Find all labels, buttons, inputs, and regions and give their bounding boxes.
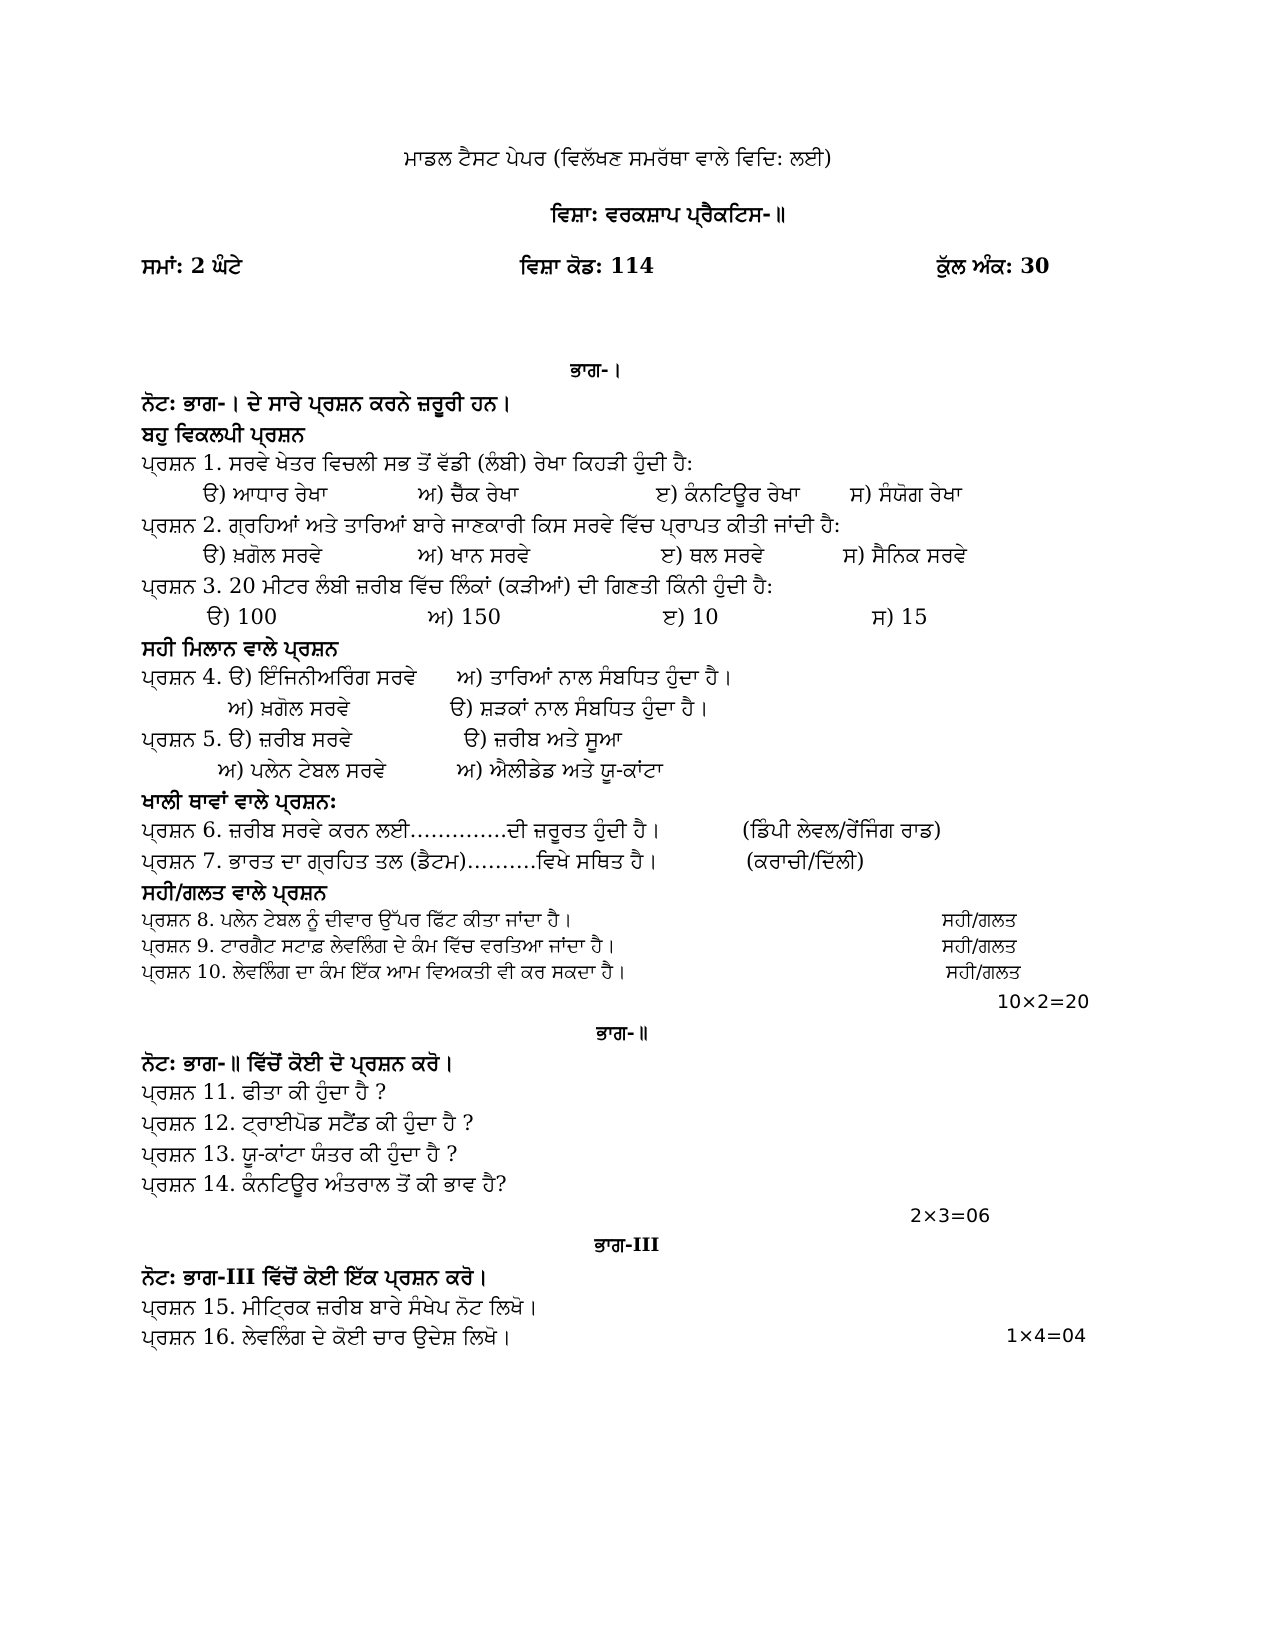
part1-marks: 10×2=20 xyxy=(997,991,1090,1013)
question-13: ਪ੍ਰਸ਼ਨ 13. ਯੂ-ਕਾਂਟਾ ਯੰਤਰ ਕੀ ਹੁੰਦਾ ਹੈ ? xyxy=(142,1142,458,1166)
question-5-a-match: ੳ) ਜ਼ਰੀਬ ਅਤੇ ਸੂਆ xyxy=(464,727,622,751)
part3-marks: 1×4=04 xyxy=(1006,1325,1087,1347)
part2-heading: ਭਾਗ-॥ xyxy=(596,1022,648,1044)
question-1: ਪ੍ਰਸ਼ਨ 1. ਸਰਵੇ ਖੇਤਰ ਵਿਚਲੀ ਸਭ ਤੋਂ ਵੱਡੀ (ਲੰਬੀ) ਰੇਖਾ ਕਿਹੜੀ ਹੁੰਦੀ ਹੈ: xyxy=(142,451,694,475)
question-7: ਪ੍ਰਸ਼ਨ 7. ਭਾਰਤ ਦਾ ਗ੍ਰਹਿਤ ਤਲ (ਡੈਟਮ)……….ਵਿਖੇ ਸਥਿਤ ਹੈ। xyxy=(142,849,658,873)
q2-option-b: ਅ) ਖਾਨ ਸਰਵੇ xyxy=(418,543,531,567)
question-9-answer-choice: ਸਹੀ/ਗਲਤ xyxy=(942,935,1017,957)
time-allowed: ਸਮਾਂ: 2 ਘੰਟੇ xyxy=(142,253,242,278)
question-10: ਪ੍ਰਸ਼ਨ 10. ਲੇਵਲਿੰਗ ਦਾ ਕੰਮ ਇੱਕ ਆਮ ਵਿਅਕਤੀ ਵੀ ਕਰ ਸਕਦਾ ਹੈ। xyxy=(142,961,626,983)
question-8: ਪ੍ਰਸ਼ਨ 8. ਪਲੇਨ ਟੇਬਲ ਨੂੰ ਦੀਵਾਰ ਉੱਪਰ ਫਿੱਟ ਕੀਤਾ ਜਾਂਦਾ ਹੈ। xyxy=(142,909,573,931)
question-6-hint: (ਡਿੰਪੀ ਲੇਵਲ/ਰੇਂਜਿੰਗ ਰਾਡ) xyxy=(742,818,942,842)
part1-note: ਨੋਟ: ਭਾਗ-। ਦੇ ਸਾਰੇ ਪ੍ਰਸ਼ਨ ਕਰਨੇ ਜ਼ਰੂਰੀ ਹਨ। xyxy=(142,390,512,415)
q2-option-d: ਸ) ਸੈਨਿਕ ਸਰਵੇ xyxy=(843,543,967,567)
part2-marks: 2×3=06 xyxy=(910,1205,991,1227)
question-3: ਪ੍ਰਸ਼ਨ 3. 20 ਮੀਟਰ ਲੰਬੀ ਜ਼ਰੀਬ ਵਿੱਚ ਲਿੰਕਾਂ (ਕੜੀਆਂ) ਦੀ ਗਿਣਤੀ ਕਿੰਨੀ ਹੁੰਦੀ ਹੈ: xyxy=(142,574,774,598)
q1-option-c: ੲ) ਕੰਨਟਿਊਰ ਰੇਖਾ xyxy=(656,482,800,506)
question-9: ਪ੍ਰਸ਼ਨ 9. ਟਾਰਗੈਟ ਸਟਾਫ਼ ਲੇਵਲਿੰਗ ਦੇ ਕੰਮ ਵਿੱਚ ਵਰਤਿਆ ਜਾਂਦਾ ਹੈ। xyxy=(142,935,616,957)
blank-heading: ਖਾਲੀ ਥਾਵਾਂ ਵਾਲੇ ਪ੍ਰਸ਼ਨ: xyxy=(142,788,337,813)
q1-option-a: ੳ) ਆਧਾਰ ਰੇਖਾ xyxy=(203,482,328,506)
mcq-heading: ਬਹੁ ਵਿਕਲਪੀ ਪ੍ਰਸ਼ਨ xyxy=(142,421,305,446)
question-5-b-match: ਅ) ਐਲੀਡੇਡ ਅਤੇ ਯੂ-ਕਾਂਟਾ xyxy=(457,758,663,782)
question-5-a: ਪ੍ਰਸ਼ਨ 5. ੳ) ਜ਼ਰੀਬ ਸਰਵੇ xyxy=(142,727,353,751)
question-5-b: ਅ) ਪਲੇਨ ਟੇਬਲ ਸਰਵੇ xyxy=(218,758,387,782)
q2-option-c: ੲ) ਥਲ ਸਰਵੇ xyxy=(661,543,765,567)
q2-option-a: ੳ) ਖ਼ਗੋਲ ਸਰਵੇ xyxy=(203,543,323,567)
part1-heading: ਭਾਗ-। xyxy=(570,359,622,381)
paper-title: ਮਾਡਲ ਟੈਸਟ ਪੇਪਰ (ਵਿਲੱਖਣ ਸਮਰੱਥਾ ਵਾਲੇ ਵਿਦਿ: ਲਈ) xyxy=(404,146,832,170)
question-7-hint: (ਕਰਾਚੀ/ਦਿੱਲੀ) xyxy=(746,849,865,873)
part3-heading: ਭਾਗ-III xyxy=(594,1234,660,1256)
question-14: ਪ੍ਰਸ਼ਨ 14. ਕੰਨਟਿਊਰ ਅੰਤਰਾਲ ਤੋਂ ਕੀ ਭਾਵ ਹੈ? xyxy=(142,1172,507,1196)
part2-note: ਨੋਟ: ਭਾਗ-॥ ਵਿੱਚੋਂ ਕੋਈ ਦੋ ਪ੍ਰਸ਼ਨ ਕਰੋ। xyxy=(142,1050,454,1075)
question-8-answer-choice: ਸਹੀ/ਗਲਤ xyxy=(942,909,1017,931)
question-11: ਪ੍ਰਸ਼ਨ 11. ਫੀਤਾ ਕੀ ਹੁੰਦਾ ਹੈ ? xyxy=(142,1080,387,1104)
total-marks: ਕੁੱਲ ਅੰਕ: 30 xyxy=(937,253,1050,278)
q3-option-d: ਸ) 15 xyxy=(872,605,928,629)
q1-option-b: ਅ) ਚੈੱਕ ਰੇਖਾ xyxy=(418,482,519,506)
part3-note: ਨੋਟ: ਭਾਗ-III ਵਿੱਚੋਂ ਕੋਈ ਇੱਕ ਪ੍ਰਸ਼ਨ ਕਰੋ। xyxy=(142,1264,488,1289)
question-4-b: ਅ) ਖ਼ਗੋਲ ਸਰਵੇ xyxy=(228,696,350,720)
q3-option-c: ੲ) 10 xyxy=(663,605,719,629)
q1-option-d: ਸ) ਸੰਯੋਗ ਰੇਖਾ xyxy=(850,482,962,506)
question-10-answer-choice: ਸਹੀ/ਗਲਤ xyxy=(946,961,1021,983)
question-4-b-match: ੳ) ਸ਼ੜਕਾਂ ਨਾਲ ਸੰਬਧਿਤ ਹੁੰਦਾ ਹੈ। xyxy=(450,696,709,720)
subject-code: ਵਿਸ਼ਾ ਕੋਡ: 114 xyxy=(520,253,655,278)
subject-title: ਵਿਸ਼ਾ: ਵਰਕਸ਼ਾਪ ਪ੍ਰੈਕਟਿਸ-॥ xyxy=(550,201,786,226)
q3-option-a: ੳ) 100 xyxy=(207,605,278,629)
question-16: ਪ੍ਰਸ਼ਨ 16. ਲੇਵਲਿੰਗ ਦੇ ਕੋਈ ਚਾਰ ਉਦੇਸ਼ ਲਿਖੋ। xyxy=(142,1325,512,1349)
question-4-a: ਪ੍ਰਸ਼ਨ 4. ੳ) ਇੰਜਿਨੀਅਰਿੰਗ ਸਰਵੇ xyxy=(142,665,417,689)
question-2: ਪ੍ਰਸ਼ਨ 2. ਗ੍ਰਹਿਆਂ ਅਤੇ ਤਾਰਿਆਂ ਬਾਰੇ ਜਾਣਕਾਰੀ ਕਿਸ ਸਰਵੇ ਵਿੱਚ ਪ੍ਰਾਪਤ ਕੀਤੀ ਜਾਂਦੀ ਹੈ: xyxy=(142,513,841,537)
match-heading: ਸਹੀ ਮਿਲਾਨ ਵਾਲੇ ਪ੍ਰਸ਼ਨ xyxy=(142,635,339,660)
true-false-heading: ਸਹੀ/ਗਲਤ ਵਾਲੇ ਪ੍ਰਸ਼ਨ xyxy=(142,879,327,904)
q3-option-b: ਅ) 150 xyxy=(428,605,502,629)
question-15: ਪ੍ਰਸ਼ਨ 15. ਮੀਟ੍ਰਿਕ ਜ਼ਰੀਬ ਬਾਰੇ ਸੰਖੇਪ ਨੋਟ ਲਿਖੋ। xyxy=(142,1295,538,1319)
question-12: ਪ੍ਰਸ਼ਨ 12. ਟ੍ਰਾਈਪੋਡ ਸਟੈਂਡ ਕੀ ਹੁੰਦਾ ਹੈ ? xyxy=(142,1111,474,1135)
question-6: ਪ੍ਰਸ਼ਨ 6. ਜ਼ਰੀਬ ਸਰਵੇ ਕਰਨ ਲਈ…………..ਦੀ ਜ਼ਰੂਰਤ ਹੁੰਦੀ ਹੈ। xyxy=(142,818,661,842)
question-4-a-match: ਅ) ਤਾਰਿਆਂ ਨਾਲ ਸੰਬਧਿਤ ਹੁੰਦਾ ਹੈ। xyxy=(457,665,733,689)
